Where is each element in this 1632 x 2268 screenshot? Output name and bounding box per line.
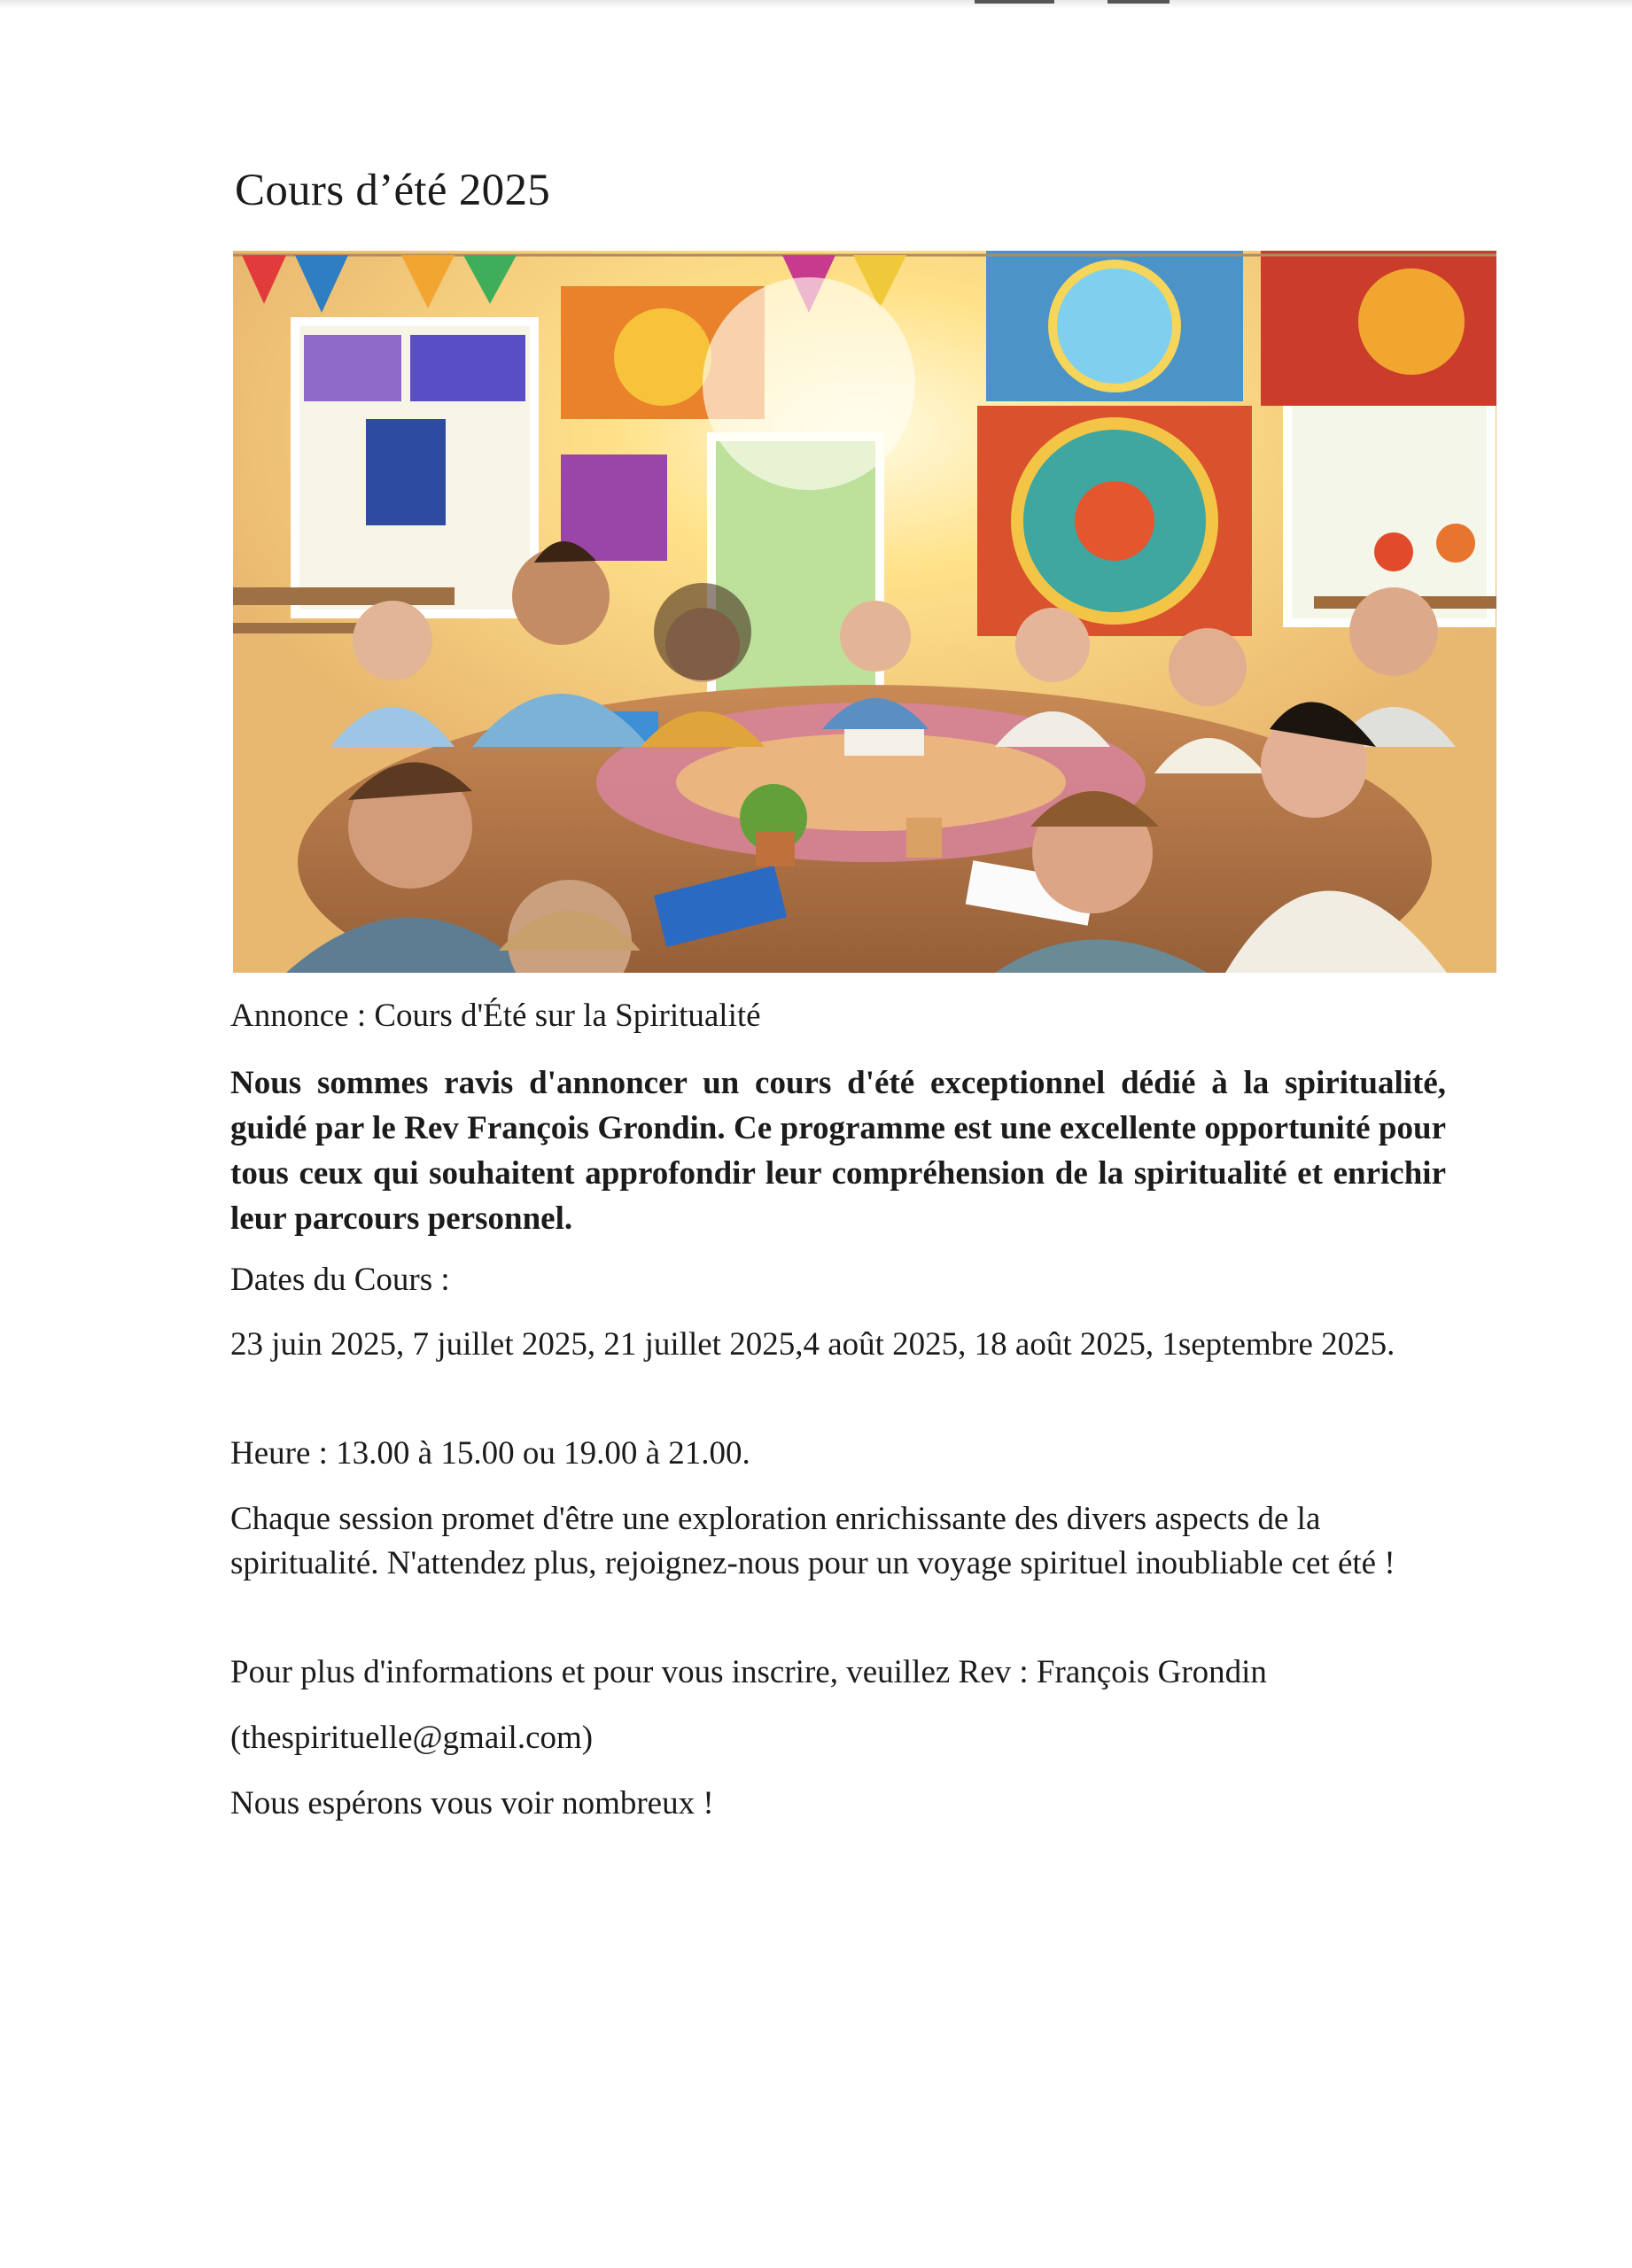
dates-label: Dates du Cours : <box>230 1262 450 1298</box>
workshop-illustration-icon <box>233 251 1496 973</box>
page-title: Cours d’été 2025 <box>235 166 551 215</box>
email-line: (thespirituelle@gmail.com) <box>230 1720 594 1756</box>
scan-edge <box>0 0 1632 9</box>
scan-mark <box>1107 0 1170 4</box>
announcement-heading: Annonce : Cours d'Été sur la Spiritualité <box>230 998 761 1034</box>
closing-line: Nous espérons vous voir nombreux ! <box>230 1785 714 1821</box>
session-paragraph: Chaque session promet d'être une exploration enrichissante des divers aspects de la spiritualité. N'attendez plus, rejoignez-nous pour un voyage spirituel inoubliable cet été ! <box>230 1501 1395 1581</box>
hero-image <box>233 251 1496 973</box>
dates-value: 23 juin 2025, 7 juillet 2025, 21 juillet 2025,4 août 2025, 18 août 2025, 1septembre 2025. <box>230 1326 1395 1363</box>
hours-value: Heure : 13.00 à 15.00 ou 19.00 à 21.00. <box>230 1435 750 1472</box>
scan-mark <box>975 0 1054 4</box>
intro-paragraph: Nous sommes ravis d'annoncer un cours d'été exceptionnel dédié à la spiritualité, guidé par le Rev François Grondin. Ce programme est une excellente opportunité pour tous ceux qui souhaitent approfondir leur compréhension de la spiritualité et enrichir leur parcours personnel. <box>230 1065 1446 1237</box>
info-line: Pour plus d'informations et pour vous inscrire, veuillez Rev : François Grondin <box>230 1654 1267 1690</box>
